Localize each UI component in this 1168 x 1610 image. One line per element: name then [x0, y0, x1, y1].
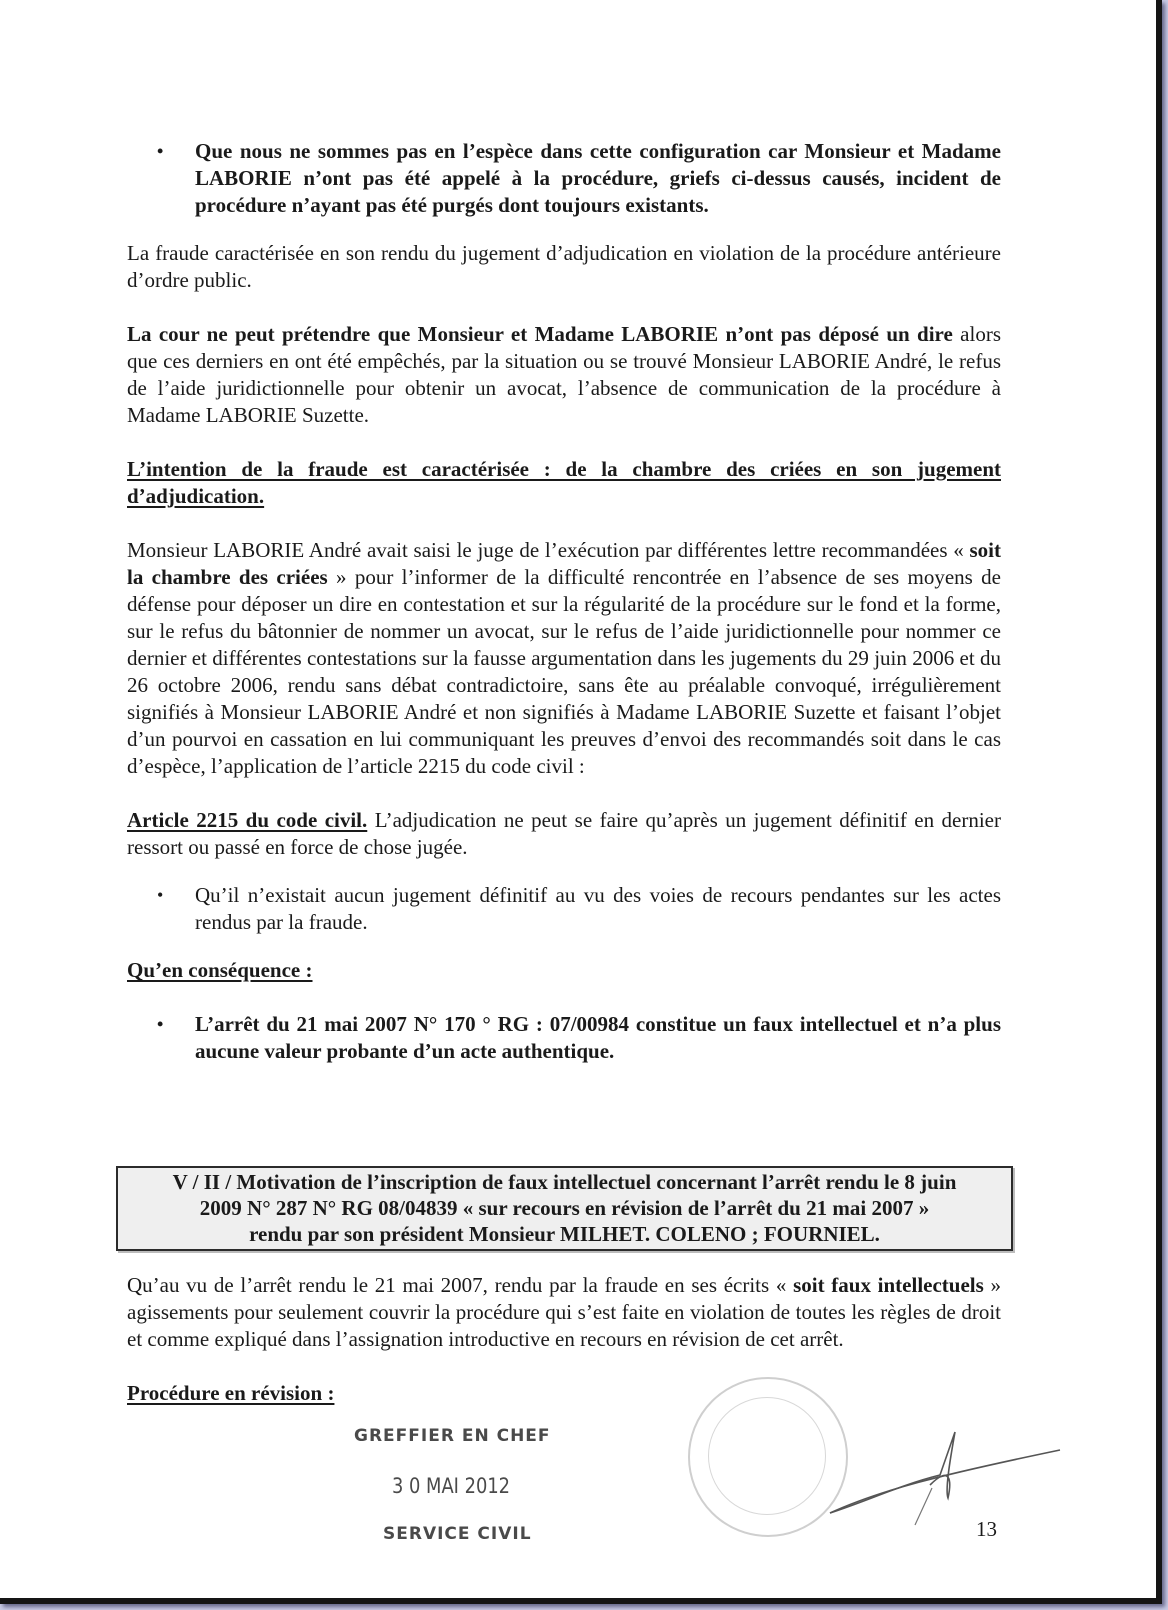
page-number: 13 [976, 1517, 997, 1541]
bullet-text: Qu’il n’existait aucun jugement définitif au vu des voies de recours pendantes sur les actes rendus par la fraude. [195, 883, 1001, 934]
paragraph-bold-text: La cour ne peut prétendre que Monsieur et Madame LABORIE n’ont pas déposé un dire [127, 322, 953, 346]
paragraph [127, 807, 1001, 861]
box-line: V / II / Motivation de l’inscription de faux intellectuel concernant l’arrêt rendu le 8 juin [172, 1170, 957, 1194]
bullet-icon: • [157, 1014, 164, 1034]
section-heading [127, 1380, 1001, 1407]
heading-text: Qu’en conséquence : [127, 958, 313, 982]
signature-icon [820, 1420, 1100, 1530]
paragraph [127, 321, 1001, 429]
bullet-icon: • [157, 885, 164, 905]
paragraph-text: La fraude caractérisée en son rendu du jugement d’adjudication en violation de la procédure antérieure d’ordre public. [127, 241, 1001, 292]
paragraph-text: alors que ces derniers en ont été empêchés, par la situation ou se trouvé Monsieur LABORIE André, le refus de l’aide juridictionnelle pour obtenir un avocat, l’absence de communication de la procédure à Madame LABORIE Suzette. [127, 322, 1001, 427]
section-heading [127, 456, 1001, 510]
paragraph-text: Monsieur LABORIE André avait saisi le juge de l’exécution par différentes lettre recommandées « [127, 538, 970, 562]
paragraph-bold-text: soit la chambre des criées [127, 538, 1001, 589]
paragraph-text: L’adjudication ne peut se faire qu’après un jugement définitif en dernier ressort ou passé en force de chose jugée. [127, 808, 1001, 859]
paragraph [127, 1272, 1001, 1353]
heading-text: L’intention de la fraude est caractérisée : de la chambre des criées en son jugement d’adjudication. [127, 457, 1001, 508]
box-line: 2009 N° 287 N° RG 08/04839 « sur recours en révision de l’arrêt du 21 mai 2007 » [199, 1196, 930, 1220]
document-body [127, 138, 1001, 1065]
paragraph-bold-text: soit faux intellectuels [793, 1273, 984, 1297]
paragraph-text: » agissements pour seulement couvrir la procédure qui s’est faite en violation de toutes les règles de droit et comme expliqué dans l’assignation introductive en recours en révision de cet arrêt. [127, 1273, 1001, 1351]
stamp-greffier: GREFFIER EN CHEF [354, 1426, 551, 1446]
bullet-icon: • [157, 141, 164, 161]
stamp-service: SERVICE CIVIL [383, 1524, 532, 1544]
bullet-item [127, 882, 1001, 936]
paragraph-text: Qu’au vu de l’arrêt rendu le 21 mai 2007, rendu par la fraude en ses écrits « [127, 1273, 794, 1297]
bullet-text: L’arrêt du 21 mai 2007 N° 170 ° RG : 07/00984 constitue un faux intellectuel et n’a plus aucune valeur probante d’un acte authentique. [195, 1012, 1001, 1063]
paragraph-text: » pour l’informer de la difficulté rencontrée en l’absence de ses moyens de défense pour déposer un dire en contestation et sur la régularité de la procédure sur le fond et la forme, sur le refus du bâtonnier de nommer un avocat, sur le refus de l’aide juridictionnelle pour nommer ce dernier et différentes contestations sur la fausse argumentation dans les jugements du 29 juin 2006 et du 26 octobre 2006, rendu sans débat contradictoire, sans ête au préalable convoqué, irrégulièrement signifiés à Monsieur LABORIE André et non signifiés à Madame LABORIE Suzette et faisant l’objet d’un pourvoi en cassation en lui communiquant les preuves d’envoi des recommandés soit dans le cas d’espèce, l’application de l’article 2215 du code civil : [127, 565, 1001, 778]
bullet-item [127, 1011, 1001, 1065]
bullet-item [127, 138, 1001, 219]
stamp-date: 3 0 MAI 2012 [392, 1474, 511, 1498]
paragraph [127, 537, 1001, 780]
box-line: rendu par son président Monsieur MILHET. COLENO ; FOURNIEL. [249, 1222, 880, 1246]
document-body-lower [127, 1272, 1001, 1407]
section-title-box [116, 1166, 1013, 1251]
bullet-text: Que nous ne sommes pas en l’espèce dans cette configuration car Monsieur et Madame LABORIE n’ont pas été appelé à la procédure, griefs ci-dessus causés, incident de procédure n’ayant pas été purgés dont toujours existants. [195, 139, 1001, 217]
section-heading [127, 957, 1001, 984]
article-label: Article 2215 du code civil. [127, 808, 368, 832]
heading-text: Procédure en révision : [127, 1381, 335, 1405]
paragraph [127, 240, 1001, 294]
